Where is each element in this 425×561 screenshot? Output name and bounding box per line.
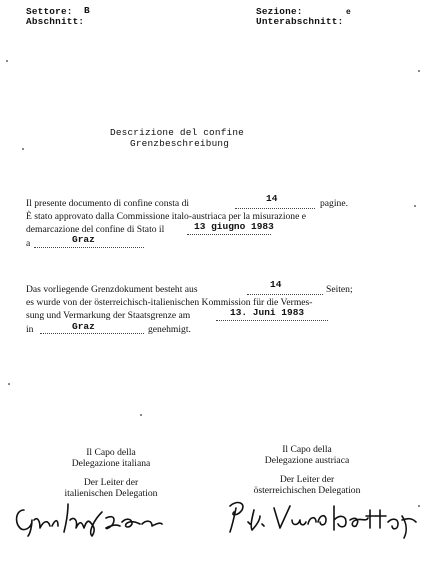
it-line-3-text: demarcazione del confine di Stato il [26,224,165,235]
scan-speck [22,148,24,150]
sig-at-line-2: Delegazione austriaca [264,455,350,466]
it-date-value: 13 giugno 1983 [194,221,274,232]
de-date-value: 13. Juni 1983 [230,307,305,318]
de-date-dotted-line [216,320,328,321]
title-german: Grenzbeschreibung [130,138,230,149]
signature-italian-image [10,498,180,538]
sig-at-line-3: Der Leiter der [279,474,335,485]
it-date-dotted-line [187,234,271,235]
it-pages-dotted-line [235,208,315,209]
scan-speck [418,70,420,72]
de-line-4-text: in [26,324,34,335]
de-place-value: Graz [72,321,95,332]
unterabschnitt-label: Unterabschnitt: [256,16,344,27]
settore-value: B [84,5,90,16]
sig-it-line-4: italienischen Delegation [64,488,158,499]
title-italian: Descrizione del confine [110,127,244,138]
de-pages-suffix: Seiten; [326,284,353,295]
it-pages-suffix: pagine. [320,198,348,209]
it-line-4-text: a [26,238,31,249]
de-line-1-text: Das vorliegende Grenzdokument besteht aus [26,284,198,295]
sig-it-line-1: Il Capo della [86,447,136,458]
it-pages-value: 14 [266,193,278,204]
it-line-2: È stato approvato dalla Commissione italo-austriaca per la misurazione e [26,211,306,222]
signature-block-italian [36,447,186,499]
scan-speck [418,505,420,507]
abschnitt-label: Abschnitt: [26,16,85,27]
signature-block-austrian [232,444,382,496]
signature-austrian-image [222,496,422,540]
de-place-dotted-line [40,333,144,334]
sezione-value: e [346,8,352,17]
de-line-3-text: sung und Vermarkung der Staatsgrenze am [26,310,191,321]
sig-at-line-1: Il Capo della [282,444,332,455]
scan-speck [414,205,416,207]
sig-it-line-2: Delegazione italiana [71,458,151,469]
sig-at-line-4: österreichischen Delegation [253,485,361,496]
it-place-dotted-line [34,247,144,248]
it-line-1-text: Il presente documento di confine consta di [26,198,190,209]
scan-speck [140,414,142,416]
de-pages-dotted-line [247,294,323,295]
sezione-label: Sezione: [256,6,303,17]
sig-it-line-3: Der Leiter der [83,477,139,488]
it-place-value: Graz [72,234,95,245]
de-place-suffix: genehmigt. [148,324,191,335]
de-pages-value: 14 [270,279,282,290]
scan-speck [8,383,10,385]
de-line-1 [26,284,376,296]
de-line-2: es wurde von der österreichisch-italienischen Kommission für die Vermes- [26,297,313,308]
scan-speck [6,60,8,62]
settore-label: Settore: [26,6,73,17]
